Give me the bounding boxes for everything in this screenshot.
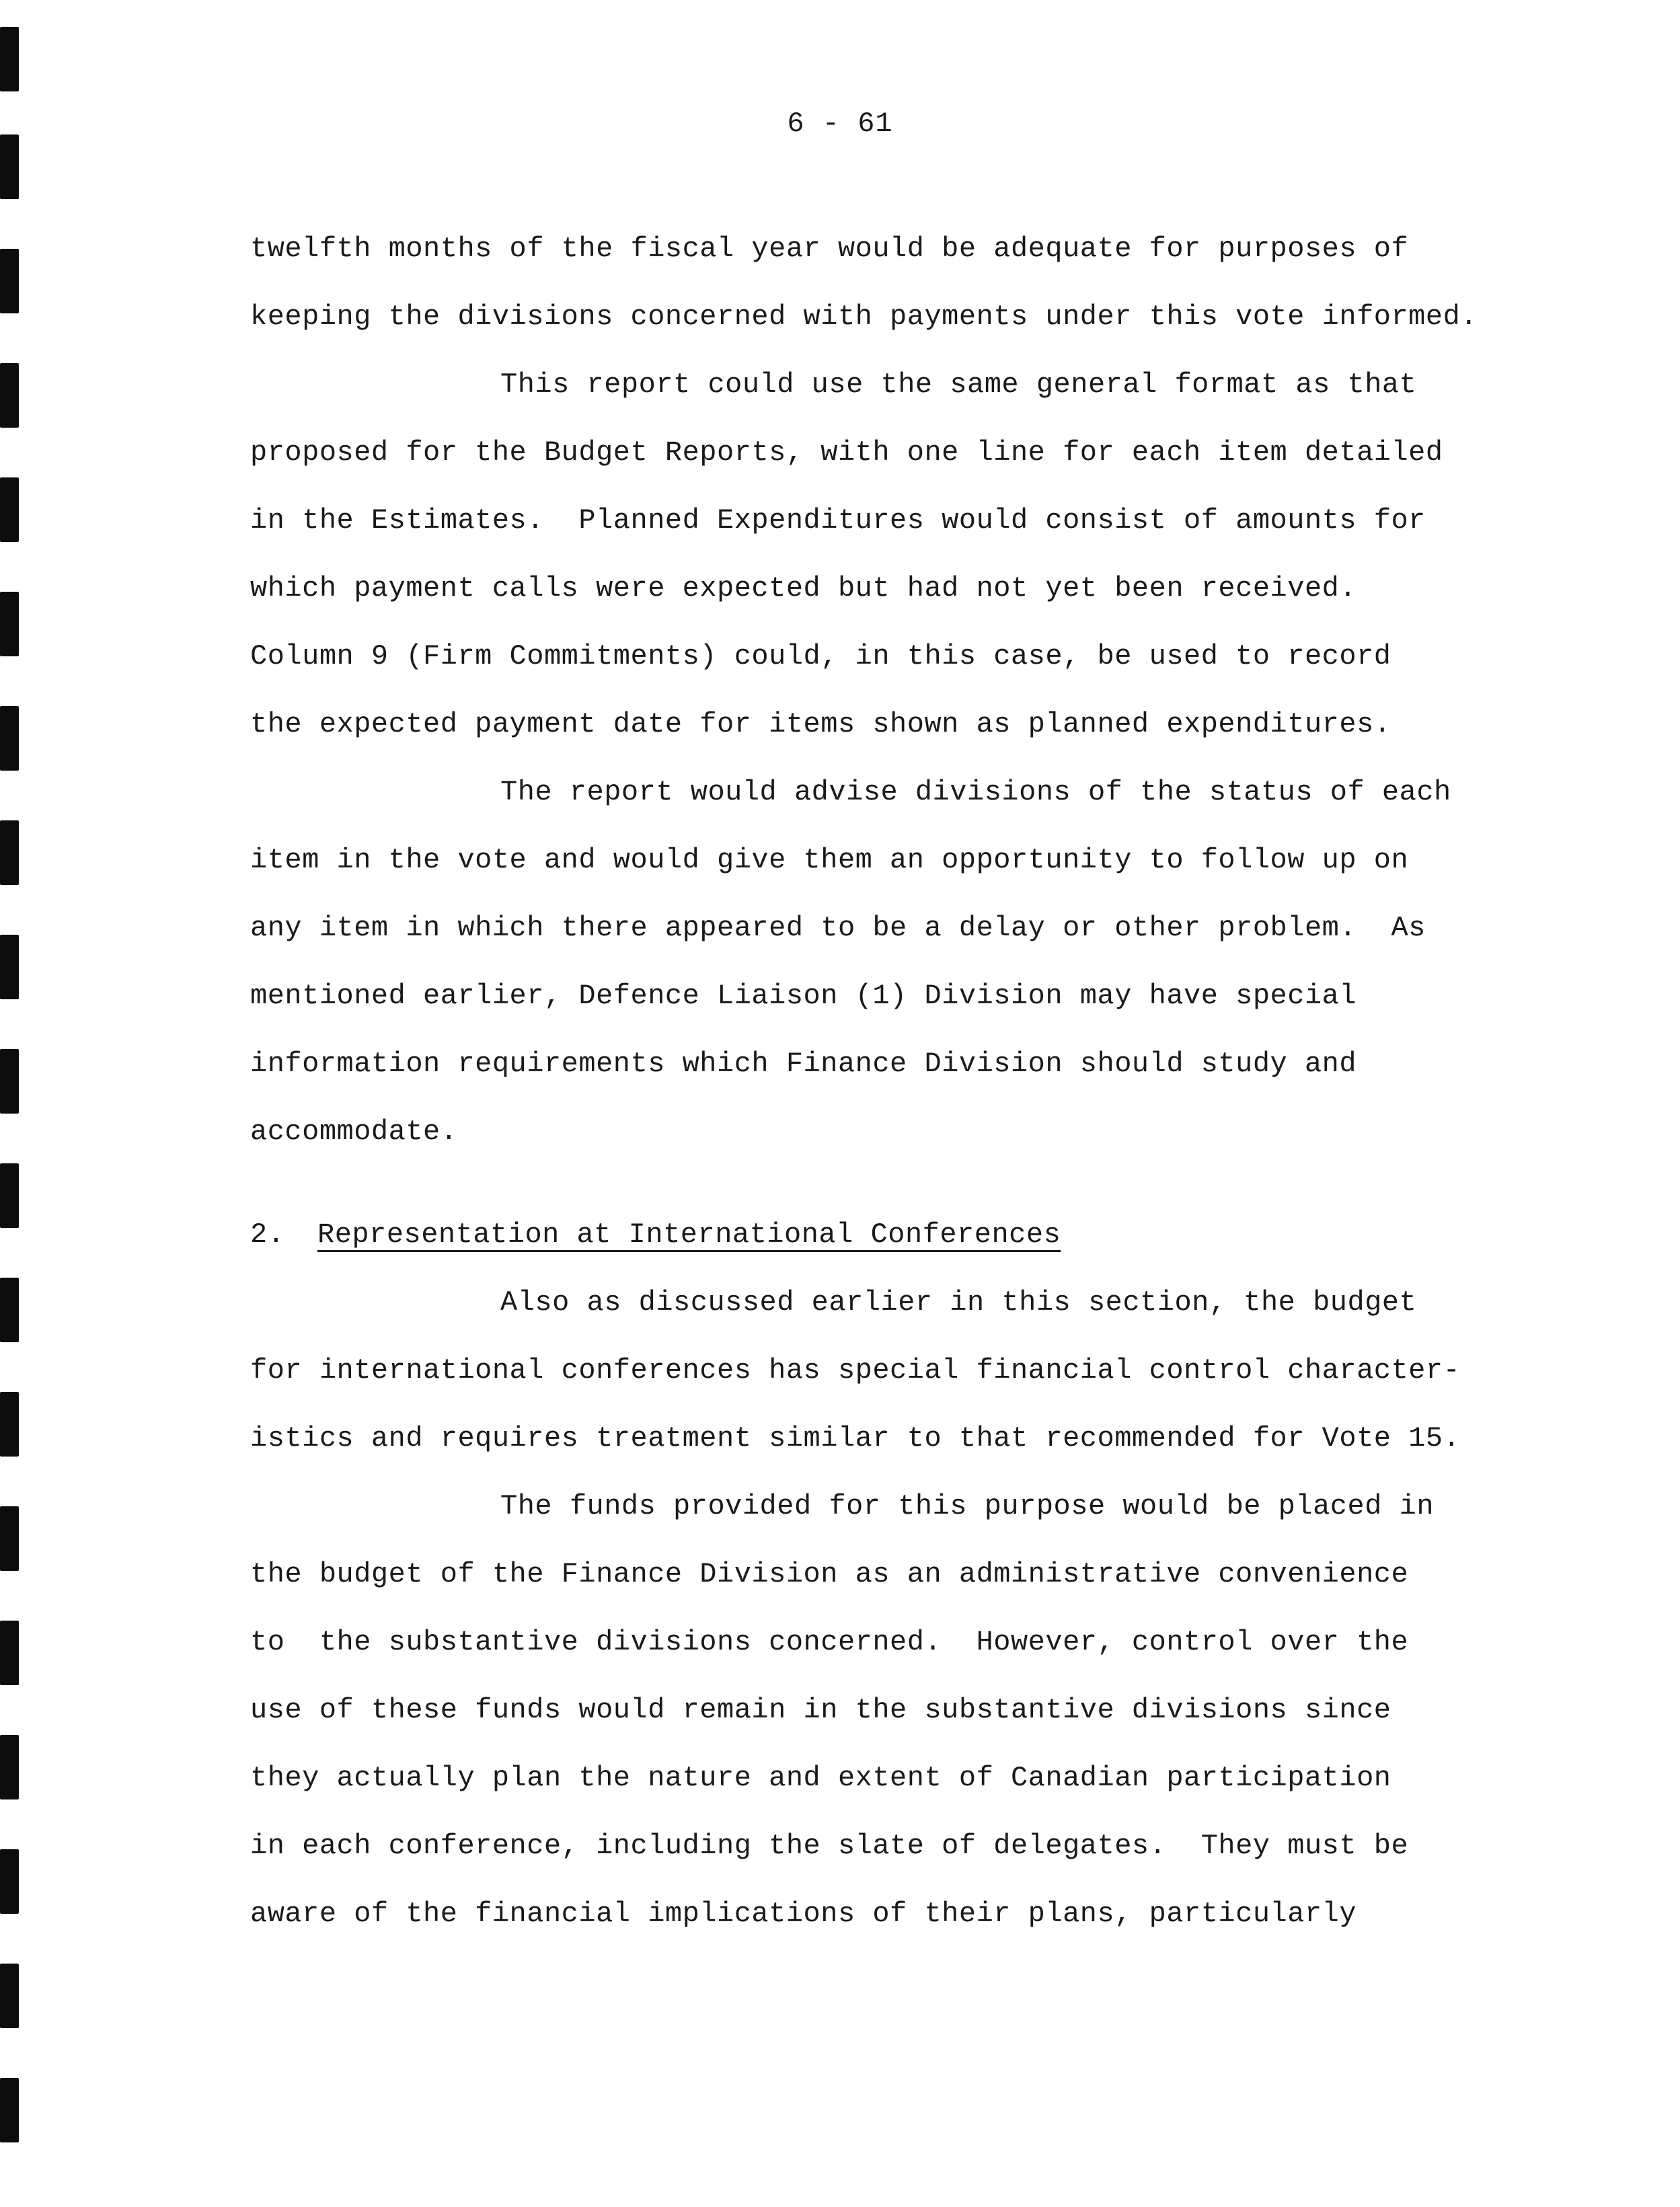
text-line: the budget of the Finance Division as an administrative convenience — [250, 1558, 1409, 1590]
text-line: This report could use the same general format as that — [500, 369, 1417, 401]
binding-mark — [0, 363, 19, 428]
binding-mark — [0, 1392, 19, 1457]
binding-mark — [0, 134, 19, 199]
binding-mark — [0, 935, 19, 999]
text-line: in the Estimates. Planned Expenditures would consist of amounts for — [250, 504, 1426, 537]
binding-mark — [0, 706, 19, 771]
binding-edge — [0, 0, 27, 2207]
section-number: 2. — [250, 1218, 285, 1251]
binding-mark — [0, 2078, 19, 2142]
binding-mark — [0, 1163, 19, 1228]
text-line: mentioned earlier, Defence Liaison (1) Division may have special — [250, 980, 1357, 1012]
binding-mark — [0, 592, 19, 656]
section-gap — [250, 1166, 1528, 1201]
text-line: aware of the financial implications of their plans, particularly — [250, 1898, 1357, 1930]
text-line: item in the vote and would give them an opportunity to follow up on — [250, 844, 1409, 876]
text-line: information requirements which Finance Division should study and — [250, 1048, 1357, 1080]
binding-mark — [0, 1849, 19, 1914]
binding-mark — [0, 1735, 19, 1799]
binding-mark — [0, 1506, 19, 1571]
text-line: accommodate. — [250, 1116, 458, 1148]
binding-mark — [0, 820, 19, 885]
binding-mark — [0, 249, 19, 313]
binding-mark — [0, 1621, 19, 1685]
text-line: for international conferences has special financial control character- — [250, 1354, 1461, 1387]
binding-mark — [0, 1278, 19, 1342]
section-heading — [250, 1201, 1528, 1269]
binding-mark — [0, 27, 19, 91]
text-line: use of these funds would remain in the substantive divisions since — [250, 1694, 1391, 1726]
text-line: they actually plan the nature and extent of Canadian participation — [250, 1762, 1391, 1794]
text-line: twelfth months of the fiscal year would be adequate for purposes of — [250, 233, 1409, 265]
text-line: proposed for the Budget Reports, with one line for each item detailed — [250, 436, 1443, 469]
binding-mark — [0, 1049, 19, 1114]
text-line: to the substantive divisions concerned. However, control over the — [250, 1626, 1409, 1658]
text-line: Column 9 (Firm Commitments) could, in this case, be used to record — [250, 640, 1391, 672]
text-line: istics and requires treatment similar to that recommended for Vote 15. — [250, 1422, 1461, 1455]
text-line: any item in which there appeared to be a delay or other problem. As — [250, 912, 1426, 944]
text-line: Also as discussed earlier in this section, the budget — [500, 1286, 1417, 1319]
section-title: Representation at International Conferences — [317, 1218, 1061, 1251]
binding-mark — [0, 477, 19, 542]
text-line: the expected payment date for items shown as planned expenditures. — [250, 708, 1391, 740]
text-line: The report would advise divisions of the status of each — [500, 776, 1451, 808]
body-text — [250, 215, 1528, 1948]
binding-mark — [0, 1964, 19, 2028]
text-line: which payment calls were expected but had not yet been received. — [250, 572, 1357, 605]
text-line: keeping the divisions concerned with payments under this vote informed. — [250, 301, 1478, 333]
text-line: The funds provided for this purpose would be placed in — [500, 1490, 1435, 1522]
text-line: in each conference, including the slate of delegates. They must be — [250, 1830, 1409, 1862]
page-number: 6 - 61 — [787, 108, 893, 140]
